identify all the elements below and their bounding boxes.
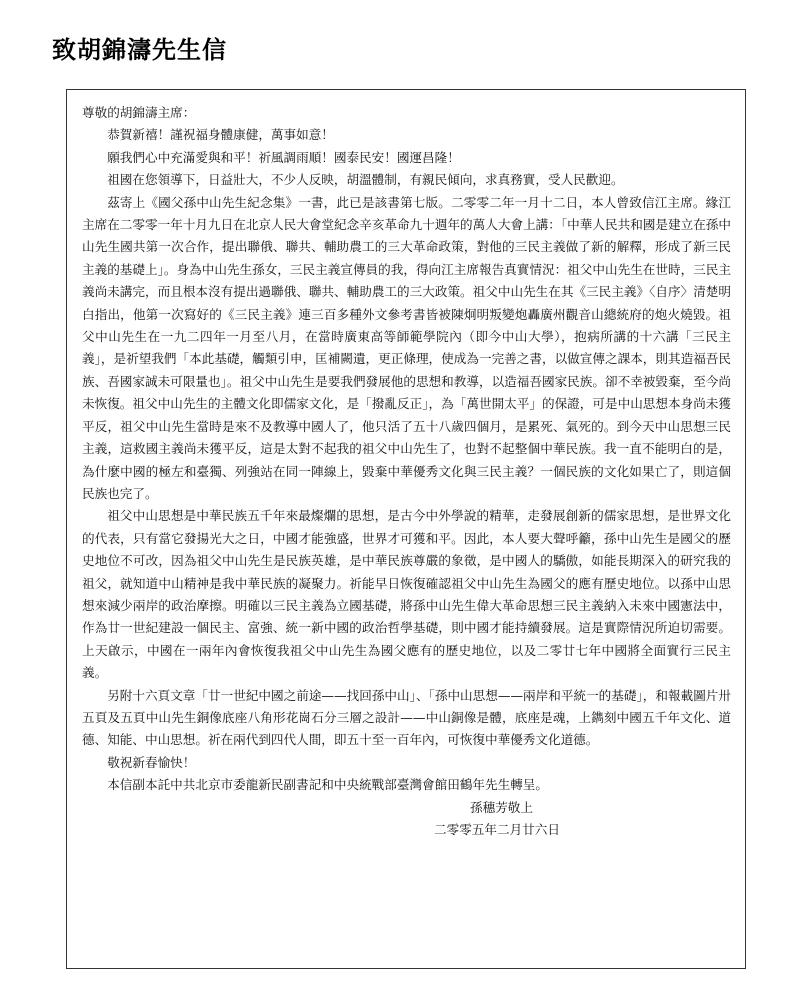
letter-sender: 孫穗芳敬上 <box>470 799 533 815</box>
letter-paragraph: 祖父中山思想是中華民族五千年來最燦爛的思想，是古今中外學說的精華，走發展創新的儒家思想，是世界文化的代表，只有當它發揚光大之日，中國才能強盛，世界才可獲和平。因此，本人要大聲呼籲，孫中山先生是國父的歷史地位不可改，因為祖父中山先生是民族英雄，是中華民族尊嚴的象徵，是中國人的驕傲，如能長期深入的研究我的祖父，就知道中山精神是我中華民族的凝聚力。祈能早日恢復確認祖父中山先生為國父的應有歷史地位。以孫中山思想來減少兩岸的政治摩擦。明確以三民主義為立國基礎，將孫中山先生偉大革命思想三民主義納入未來中國憲法中，作為廿一世紀建設一個民主、富強、統一新中國的政治哲學基礎，則中國才能持續發展。這是實際情況所迫切需要。上天啟示，中國在一兩年內會恢復我祖父中山先生為國父應有的歷史地位，以及二零廿七年中國將全面實行三民主義。 <box>82 508 731 681</box>
letter-paragraph: 祖國在您領導下，日益壯大，不少人反映，胡溫體制，有親民傾向，求真務實，受人民歡迎。 <box>107 172 624 188</box>
letter-date: 二零零五年二月廿六日 <box>434 822 560 837</box>
letter-copy-note: 本信副本託中共北京市委龍新民副書記和中央統戰部臺灣會館田鶴年先生轉呈。 <box>107 777 548 793</box>
letter-paragraph: 恭賀新禧！謹祝福身體康健，萬事如意！ <box>107 127 334 143</box>
letter-closing: 敬祝新春愉快！ <box>107 754 196 770</box>
letter-paragraph: 願我們心中充滿愛與和平！祈風調雨順！國泰民安！國運昌隆！ <box>107 149 460 165</box>
page-title: 致胡錦濤先生信 <box>52 36 227 64</box>
letter-salutation: 尊敬的胡錦濤主席： <box>82 105 196 120</box>
letter-body <box>66 89 746 969</box>
letter-paragraph: 茲寄上《國父孫中山先生紀念集》一書，此已是該書第七版。二零零二年一月十二日，本人曾致信江主席。緣江主席在二零零一年十月九日在北京人民大會堂紀念辛亥革命九十週年的萬人大會上講：「中華人民共和國是建立在孫中山先生國共第一次合作，提出聯俄、聯共、輔助農工的三大革命政策，對他的三民主義做了新的解釋，形成了新三民主義的基礎上」。身為中山先生孫女，三民主義宣傳員的我，得向江主席報告真實情況：祖父中山先生在世時，三民主義尚未講完，而且根本沒有提出過聯俄、聯共、輔助農工的三大政策。祖父中山先生在其《三民主義》〈自序〉清楚明白指出，他第一次寫好的《三民主義》連三百多種外文參考書皆被陳炯明叛變炮轟廣州觀音山總統府的炮火燒毀。祖父中山先生在一九二四年一月至八月，在當時廣東高等師範學院內（即今中山大學），抱病所講的十六講「三民主義」，是祈望我們「本此基礎，觸類引申，匡補闕遺，更正條理，使成為一完善之書，以做宣傳之課本，則其造福吾民族、吾國家誠未可限量也」。祖父中山先生是要我們發展他的思想和教導，以造福吾國家民族。卻不幸被毀棄，至今尚未恢復。祖父中山先生的主體文化即儒家文化，是「撥亂反正」，為「萬世開太平」的保證，可是中山思想本身尚未獲平反，祖父中山先生當時是來不及教導中國人了，他只活了五十八歲四個月，是累死、氣死的。到今天中山思想三民主義，這救國主義尚未獲平反，這是太對不起我的祖父中山先生了，也對不起整個中華民族。我一直不能明白的是，為什麼中國的極左和臺獨、列強站在同一陣線上，毀棄中華優秀文化與三民主義？一個民族的文化如果亡了，則這個民族也完了。 <box>82 194 731 501</box>
letter-paragraph: 另附十六頁文章「廿一世紀中國之前途——找回孫中山」、「孫中山思想——兩岸和平統一的基礎」，和報載圖片卅五頁及五頁中山先生銅像底座八角形花崗石分三層之設計——中山銅像是體，底座是魂，上鐫刻中國五千年文化、道德、知能、中山思想。祈在兩代到四代人間，即五十至一百年內，可恢復中華優秀文化道德。 <box>82 687 731 748</box>
